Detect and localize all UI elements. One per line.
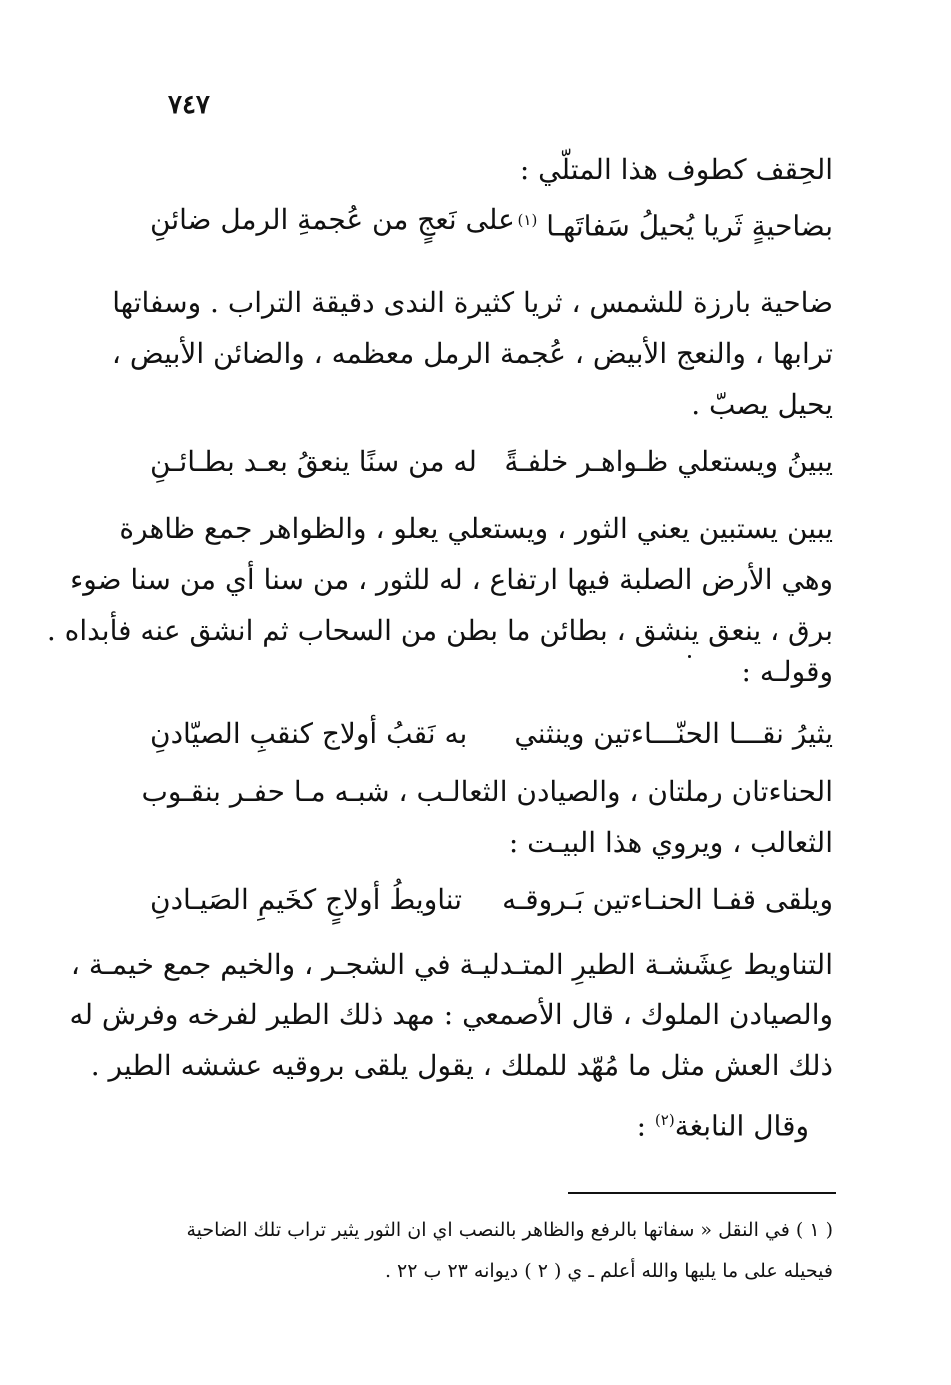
commentary-1-line-3: يحيل يصبّ .	[691, 388, 833, 421]
verse-2-first-hemistich: يبينُ ويستعلي ظـواهـر خلفـةً	[504, 445, 833, 478]
verse-3-second-hemistich: به نَقبُ أولاج كنقبِ الصيّادنِ	[150, 717, 468, 750]
verse-4-second-hemistich: تناويطُ أولاجٍ كخَيمِ الصَيـادنِ	[150, 883, 463, 916]
commentary-1-line-1: ضاحية بارزة للشمس ، ثريا كثيرة الندى دقيقة التراب . وسفاتها	[112, 286, 833, 319]
footnote-ref-1: (١)	[517, 211, 538, 229]
verse-2-second-hemistich: له من سنًا ينعقُ بعـد بطـائـنِ	[150, 445, 477, 478]
commentary-4-line-1: التناويط عِشَشـة الطيرِ المتـدليـة في الشجـر ، والخيم جمع خيمـة ،	[70, 948, 833, 981]
verse-1-first-hemistich: بضاحيةٍ ثَريا يُحيلُ سَفاتَهـا $^{(١)}$	[517, 209, 833, 243]
commentary-2-line-2: وهي الأرض الصلبة فيها ارتفاع ، له للثور ، من سنا أي من سنا ضوء	[70, 563, 833, 596]
commentary-4-line-2: والصيادن الملوك ، قال الأصمعي : مهد ذلك الطير لفرخه وفرش له	[69, 998, 833, 1031]
page-number: ٧٤٧	[168, 90, 210, 120]
closing-line: وقال النابغة$^{(٢)}$ :	[636, 1109, 809, 1143]
commentary-2-line-3: برق ، ينعق ينشق ، بطائن ما بطن من السحاب ثم انشق عنه فأبداه .	[46, 614, 833, 647]
commentary-2-line-4: وقولـه :	[741, 655, 833, 688]
footnote-ref-2: (٢)	[654, 1111, 675, 1129]
footnote-line-1: ( ١ ) في النقل « سفاتها بالرفع والظاهر بالنصب اي ان الثور يثير تراب تلك الضاحية	[186, 1219, 833, 1241]
intro-line: الحِقف كطوف هذا المتلّي :	[519, 153, 833, 186]
commentary-3-line-1: الحناءتان رملتان ، والصيادن الثعالـب ، شبـه مـا حفـر بنقـوب	[141, 775, 833, 808]
verse-4	[150, 878, 833, 922]
verse-2	[150, 440, 833, 484]
verse-1-second-hemistich: على نَعجٍ من عُجمةِ الرمل ضائنِ	[150, 203, 515, 236]
verse-1	[150, 198, 833, 242]
footnote-separator	[568, 1192, 836, 1194]
footnote-line-2: فيحيله على ما يليها والله أعلم ـ ي ( ٢ ) ديوانه ٢٣ ب ٢٢ .	[384, 1260, 833, 1282]
commentary-1-line-2: ترابها ، والنعج الأبيض ، عُجمة الرمل معظمه ، والضائن الأبيض ،	[111, 337, 833, 370]
verse-3	[150, 712, 833, 756]
commentary-2-line-1: يبين يستبين يعني الثور ، ويستعلي يعلو ، والظواهر جمع ظاهرة	[119, 512, 833, 545]
stray-dot	[688, 655, 691, 658]
verse-4-first-hemistich: ويلقى قفـا الحنـاءتين بَـروقـه	[502, 883, 833, 916]
commentary-4-line-3: ذلك العش مثل ما مُهّد للملك ، يقول يلقى بروقيه عششه الطير .	[90, 1049, 833, 1082]
verse-3-first-hemistich: يثيرُ نقـــا الحنّـــاءتين وينثني	[514, 717, 833, 750]
commentary-3-line-2: الثعالب ، ويروي هذا البيـت :	[508, 826, 833, 859]
